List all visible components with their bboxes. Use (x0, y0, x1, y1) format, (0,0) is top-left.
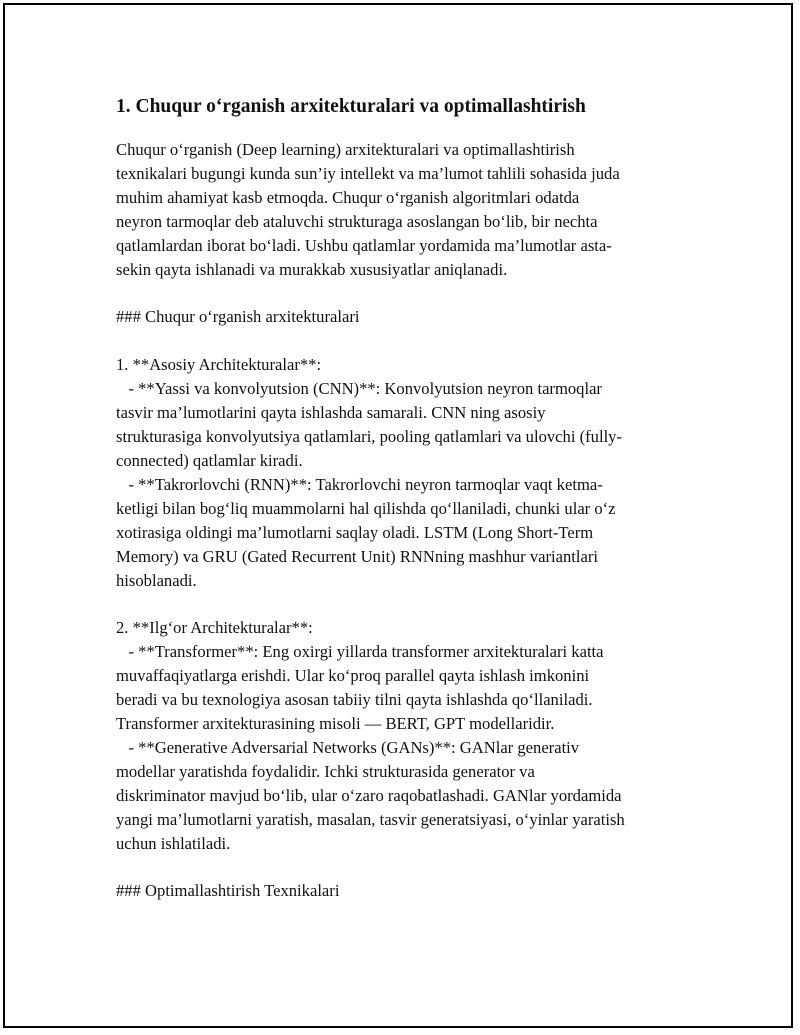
text-line: - **Yassi va konvolyutsion (CNN)**: Konvolyutsion neyron tarmoqlar (116, 379, 602, 399)
text-line: connected) qatlamlar kiradi. (116, 450, 303, 470)
text-line: texnikalari bugungi kunda sun’iy intellekt va ma’lumot tahlili sohasida juda (116, 163, 620, 183)
text-line: strukturasiga konvolyutsiya qatlamlari, pooling qatlamlari va ulovchi (fully- (116, 427, 622, 447)
advanced-architectures-list (116, 616, 682, 855)
text-line: modellar yaratishda foydalidir. Ichki strukturasida generator va (116, 761, 535, 781)
text-line: - **Generative Adversarial Networks (GANs)**: GANlar generativ (116, 737, 580, 757)
text-line: xotirasiga oldingi ma’lumotlarni saqlay oladi. LSTM (Long Short-Term (116, 522, 594, 542)
spacer (116, 281, 682, 305)
text-line: 2. **Ilg‘or Architekturalar**: (116, 618, 313, 638)
document-body (116, 94, 682, 903)
text-line: hisoblanadi. (116, 570, 197, 590)
intro-paragraph (116, 138, 682, 281)
section-heading-optimization (116, 879, 682, 903)
text-line: - **Transformer**: Eng oxirgi yillarda transformer arxitekturalari katta (116, 642, 604, 662)
text-line: muvaffaqiyatlarga erishdi. Ular ko‘proq parallel qayta ishlash imkonini (116, 666, 590, 686)
text-line: 1. **Asosiy Architekturalar**: (116, 355, 322, 375)
text-line: beradi va bu texnologiya asosan tabiiy tilni qayta ishlashda qo‘llaniladi. (116, 690, 593, 710)
text-line: sekin qayta ishlanadi va murakkab xususiyatlar aniqlanadi. (116, 259, 508, 279)
text-line: muhim ahamiyat kasb etmoqda. Chuqur o‘rganish algoritmlari odatda (116, 187, 580, 207)
document-title: 1. Chuqur o‘rganish arxitekturalari va optimallashtirish (116, 96, 586, 117)
text-line: neyron tarmoqlar deb ataluvchi strukturaga asoslangan bo‘lib, bir nechta (116, 211, 598, 231)
text-line: Chuqur o‘rganish (Deep learning) arxitekturalari va optimallashtirish (116, 140, 575, 159)
text-line: uchun ishlatiladi. (116, 833, 231, 853)
text-line: Memory) va GRU (Gated Recurrent Unit) RNNning mashhur variantlari (116, 546, 599, 566)
heading-text: ### Chuqur o‘rganish arxitekturalari (116, 307, 360, 327)
spacer (116, 855, 682, 879)
heading-text: ### Optimallashtirish Texnikalari (116, 881, 340, 901)
text-line: - **Takrorlovchi (RNN)**: Takrorlovchi neyron tarmoqlar vaqt ketma- (116, 474, 603, 494)
text-line: ketligi bilan bog‘liq muammolarni hal qilishda qo‘llaniladi, chunki ular o‘z (116, 498, 616, 518)
text-line: Transformer arxitekturasining misoli — BERT, GPT modellaridir. (116, 714, 555, 734)
spacer (116, 329, 682, 353)
text-line: qatlamlardan iborat bo‘ladi. Ushbu qatlamlar yordamida ma’lumotlar asta- (116, 235, 612, 255)
section-heading-architectures (116, 305, 682, 329)
text-line: tasvir ma’lumotlarini qayta ishlashda samarali. CNN ning asosiy (116, 403, 546, 423)
basic-architectures-list (116, 353, 682, 592)
text-line: diskriminator mavjud bo‘lib, ular o‘zaro raqobatlashadi. GANlar yordamida (116, 785, 622, 805)
text-line: yangi ma’lumotlarni yaratish, masalan, tasvir generatsiyasi, o‘yinlar yaratish (116, 809, 625, 829)
spacer (116, 592, 682, 616)
